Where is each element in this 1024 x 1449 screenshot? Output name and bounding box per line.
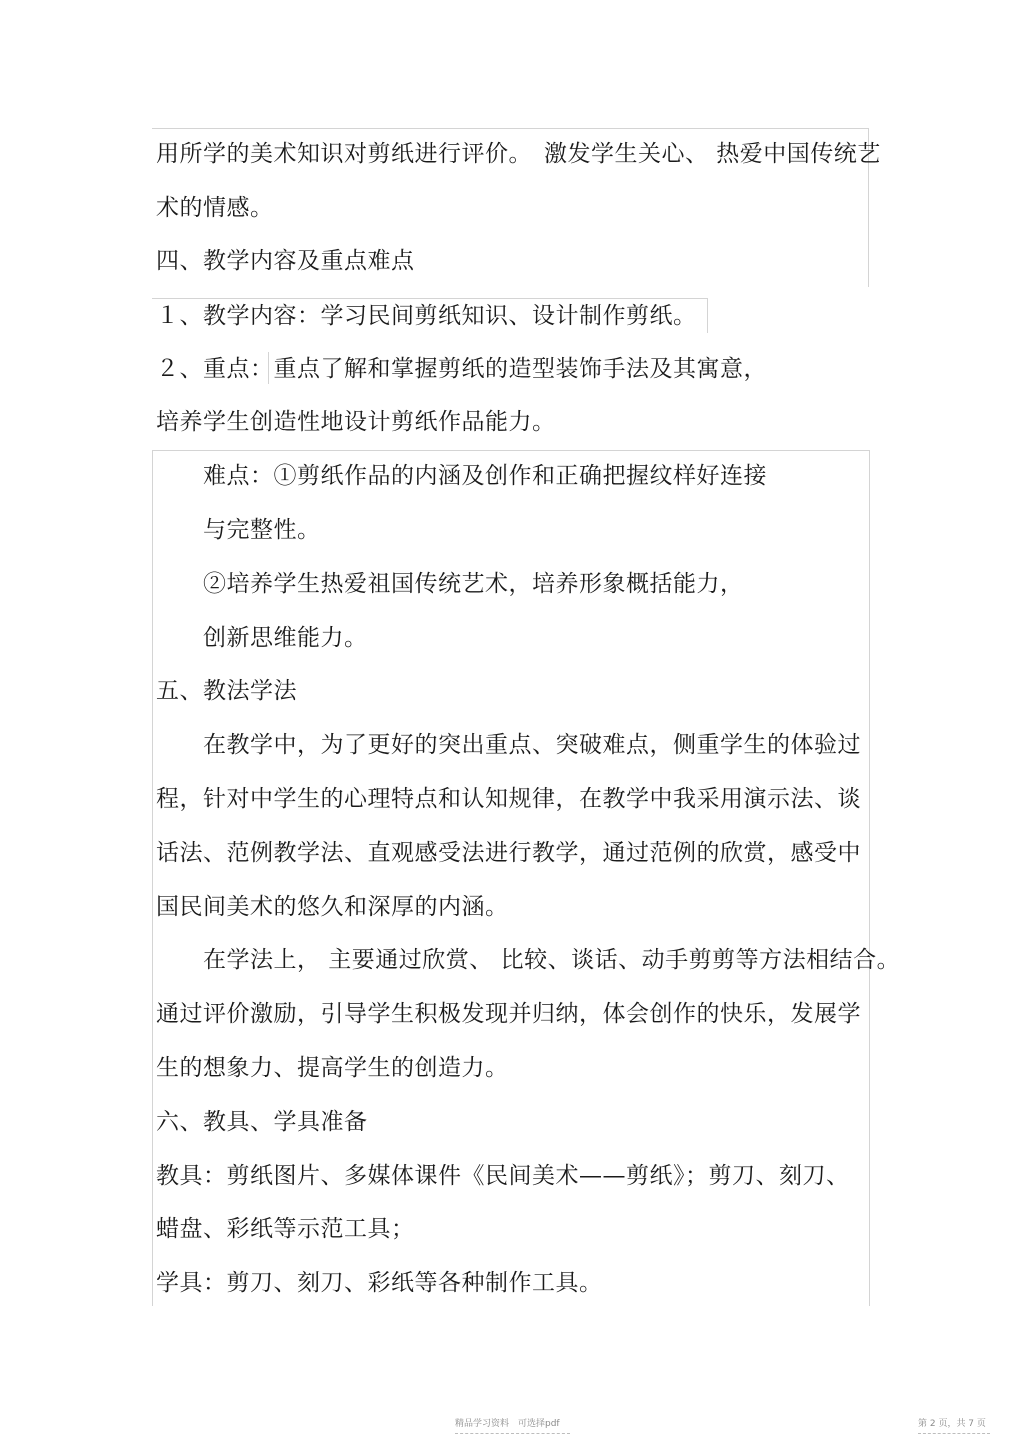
paragraph-line: 学具：剪刀、刻刀、彩纸等各种制作工具。 (156, 1270, 603, 1296)
paragraph-line: 通过评价激励，引导学生积极发现并归纳，体会创作的快乐，发展学 (156, 1001, 861, 1027)
paragraph-line: 培养学生创造性地设计剪纸作品能力。 (156, 409, 556, 435)
paragraph-line: 创新思维能力。 (203, 625, 368, 651)
paragraph-line: ②培养学生热爱祖国传统艺术，培养形象概括能力， (203, 571, 744, 597)
paragraph-line: 在教学中，为了更好的突出重点、突破难点，侧重学生的体验过 (203, 732, 861, 758)
footer-divider (918, 1433, 990, 1434)
section-heading: 六、教具、学具准备 (156, 1109, 368, 1135)
section-heading: 四、教学内容及重点难点 (156, 248, 415, 274)
paragraph-line: 与完整性。 (203, 517, 321, 543)
paragraph-line: 用所学的美术知识对剪纸进行评价。 激发学生关心、 热爱中国传统艺 (156, 141, 881, 167)
paragraph-line: 难点：①剪纸作品的内涵及创作和正确把握纹样好连接 (203, 463, 767, 489)
paragraph-line: 在学法上， 主要通过欣赏、 比较、谈话、动手剪剪等方法相结合。 (203, 947, 901, 973)
paragraph-line: 程，针对中学生的心理特点和认知规律，在教学中我采用演示法、谈 (156, 786, 861, 812)
paragraph-line: 术的情感。 (156, 195, 274, 221)
paragraph-line: 蜡盘、彩纸等示范工具； (156, 1216, 415, 1242)
paragraph-line: 教具：剪纸图片、多媒体课件《民间美术——剪纸》；剪刀、刻刀、 (156, 1163, 850, 1189)
page-number: 第 2 页，共 7 页 (918, 1419, 986, 1429)
section-heading: 五、教法学法 (156, 678, 297, 704)
paragraph-line: 话法、范例教学法、直观感受法进行教学，通过范例的欣赏，感受中 (156, 840, 861, 866)
list-item: １、教学内容：学习民间剪纸知识、设计制作剪纸。 (156, 303, 697, 329)
paragraph-line: 生的想象力、提高学生的创造力。 (156, 1055, 509, 1081)
footer-divider (455, 1433, 570, 1434)
footer-left-text: 精品学习资料 可选择pdf (455, 1419, 560, 1429)
paragraph-line: 国民间美术的悠久和深厚的内涵。 (156, 894, 509, 920)
list-item: ２、重点：重点了解和掌握剪纸的造型装饰手法及其寓意， (156, 356, 767, 382)
